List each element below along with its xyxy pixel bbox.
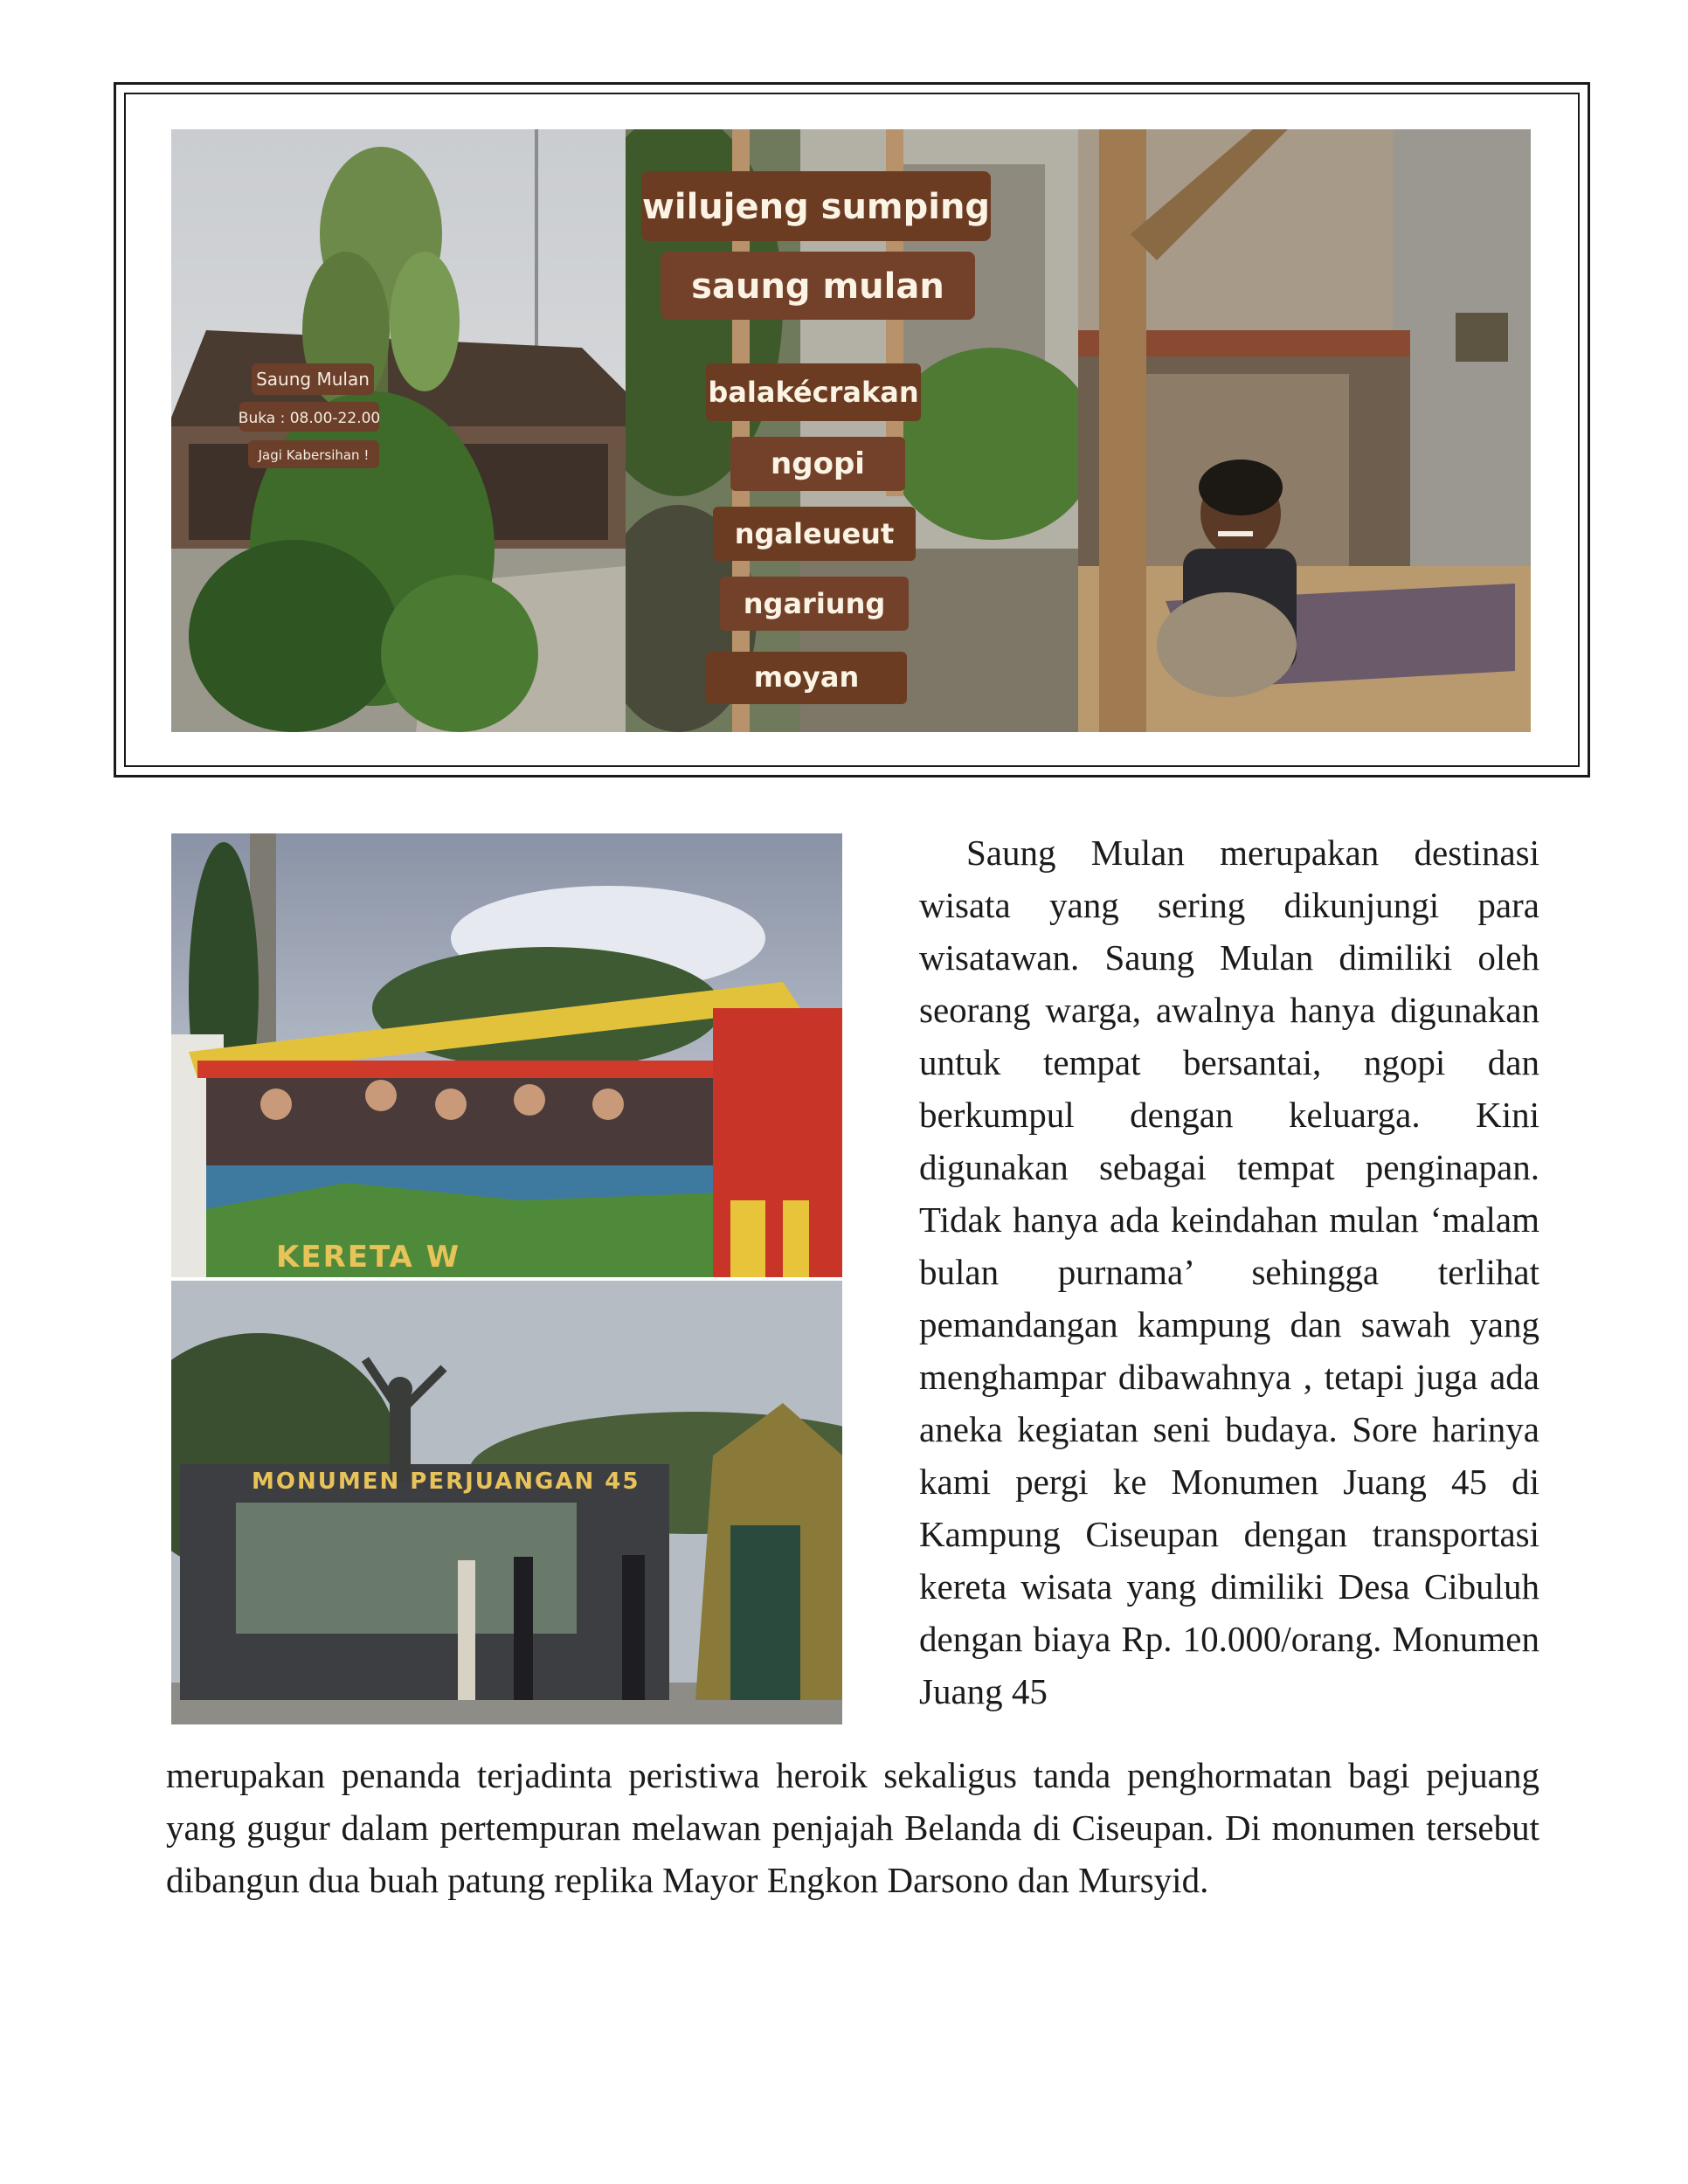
train-side-lettering: KERETA W [276, 1240, 461, 1275]
article-right-column [919, 826, 1539, 1717]
monument-photo [171, 1281, 842, 1724]
signboard-7: moyan [753, 660, 860, 694]
signboard-6: ngariung [743, 587, 886, 620]
boy-photo [1078, 129, 1531, 732]
signboard-2: saung mulan [691, 266, 944, 307]
signboard-5: ngaleueut [734, 517, 895, 550]
entrance-sign-hours: Buka : 08.00-22.00 [238, 410, 381, 427]
article-paragraph-start: Saung Mulan merupakan destinasi wisata yang sering dikunjungi para wisatawan. Saung Mulan dimiliki oleh seorang warga, awalnya hanya digunakan untuk tempat bersantai, ngopi dan berkumpul dengan keluarga. Kini digunakan sebagai tempat penginapan. Tidak hanya ada keindahan mulan ‘malam bulan purnama’ sehingga terlihat pemandangan kampung dan sawah yang menghampar dibawahnya , tetapi juga ada aneka kegiatan seni budaya. Sore harinya kami pergi ke Monumen Juang 45 di Kampung Ciseupan dengan transportasi kereta wisata yang dimiliki Desa Cibuluh dengan biaya Rp. 10.000/orang. Monumen Juang 45 [919, 833, 1539, 1711]
signboard-1: wilujeng sumping [641, 187, 991, 227]
article-full-width [166, 1749, 1539, 1906]
signboard-3: balakécrakan [708, 376, 919, 409]
entrance-sign-name: Saung Mulan [256, 369, 370, 390]
saung-entrance-photo [171, 129, 626, 732]
article-paragraph-continuation: merupakan penanda terjadinta peristiwa heroik sekaligus tanda penghormatan bagi pejuang yang gugur dalam pertempuran melawan penjajah Belanda di Ciseupan. Di monumen tersebut dibangun dua buah patung replika Mayor Engkon Darsono dan Mursyid. [166, 1755, 1539, 1900]
signpost-photo [626, 129, 1078, 732]
tourist-train-photo [171, 833, 842, 1277]
monument-banner-text: MONUMEN PERJUANGAN 45 [252, 1469, 640, 1495]
signboard-4: ngopi [771, 446, 865, 481]
entrance-sign-clean: Jagi Kabersihan ! [258, 447, 370, 463]
